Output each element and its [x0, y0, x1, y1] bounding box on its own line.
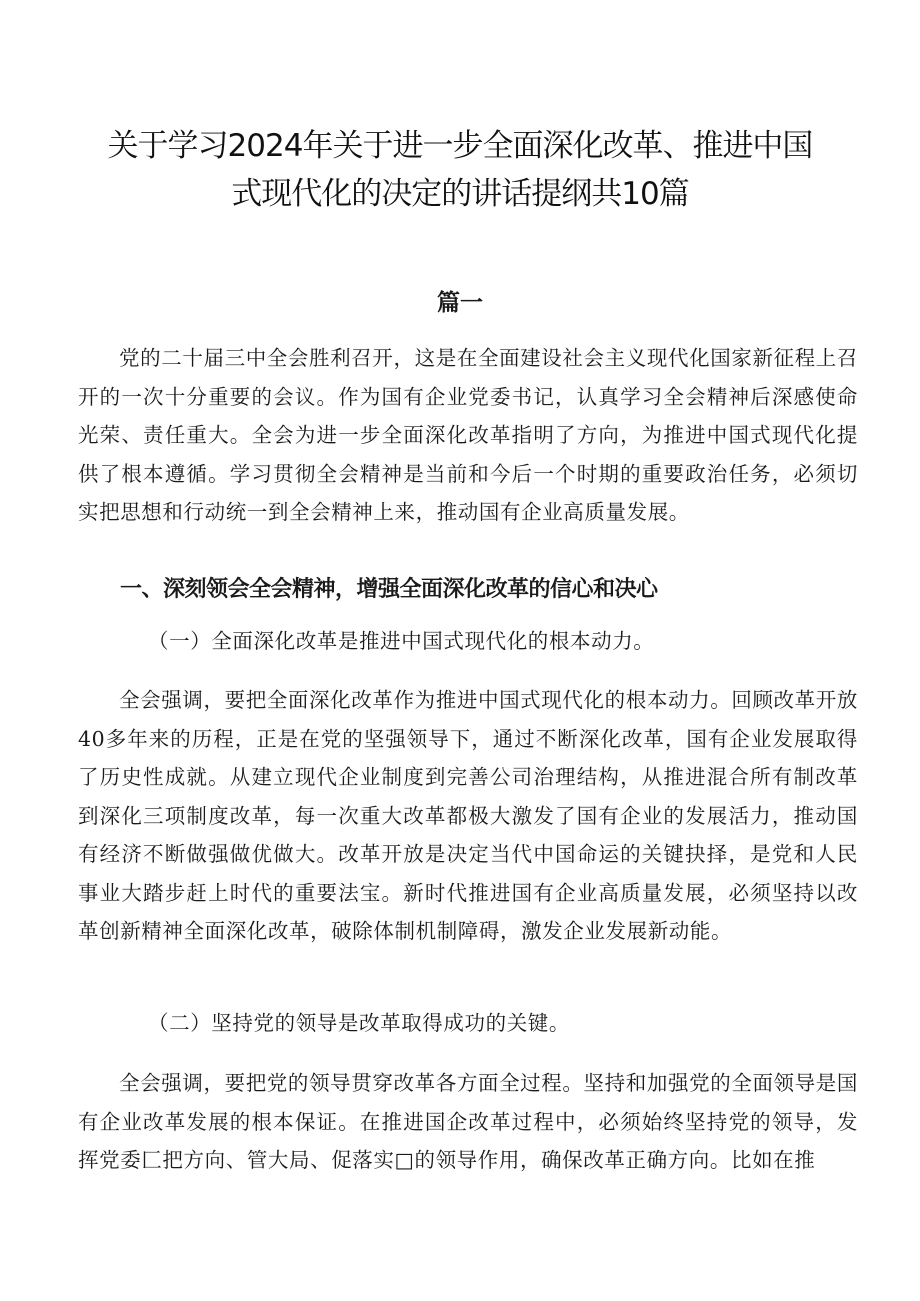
title-line-2: 式现代化的决定的讲话提纲共10篇 — [231, 176, 689, 212]
intro-paragraph: 党的二十届三中全会胜利召开，这是在全面建设社会主义现代化国家新征程上召开的一次十分重要的会议。作为国有企业党委书记，认真学习全会精神后深感使命光荣、责任重大。全会为进一步全面深化改革指明了方向，为推进中国式现代化提供了根本遵循。学习贯彻全会精神是当前和今后一个时期的重要政治任务，必须切实把思想和行动统一到全会精神上来，推动国有企业高质量发展。 — [78, 346, 858, 524]
body-paragraph-2: 全会强调，要把党的领导贯穿改革各方面全过程。坚持和加强党的全面领导是国有企业改革发展的根本保证。在推进国企改革过程中，必须始终坚持党的领导，发挥党委匚把方向、管大局、促落实□的领导作用，确保改革正确方向。比如在推 — [78, 1071, 858, 1172]
title-line-1: 关于学习2024年关于进一步全面深化改革、推进中国 — [107, 128, 813, 164]
subheading-2: （二）坚持党的领导是改革取得成功的关键。 — [148, 1011, 570, 1035]
body-paragraph-1: 全会强调，要把全面深化改革作为推进中国式现代化的根本动力。回顾改革开放40多年来的历程，正是在党的坚强领导下，通过不断深化改革，国有企业发展取得了历史性成就。从建立现代企业制度到完善公司治理结构，从推进混合所有制改革到深化三项制度改革，每一次重大改革都极大激发了国有企业的发展活力，推动国有经济不断做强做优做大。改革开放是决定当代中国命运的关键抉择，是党和人民事业大踏步赶上时代的重要法宝。新时代推进国有企业高质量发展，必须坚持以改革创新精神全面深化改革，破除体制机制障碍，激发企业发展新动能。 — [78, 688, 858, 943]
section-heading: 一、深刻领会全会精神，增强全面深化改革的信心和决心 — [120, 577, 658, 602]
chapter-heading: 篇一 — [437, 290, 483, 316]
document-title — [60, 122, 860, 218]
subheading-1: （一）全面深化改革是推进中国式现代化的根本动力。 — [148, 629, 655, 653]
